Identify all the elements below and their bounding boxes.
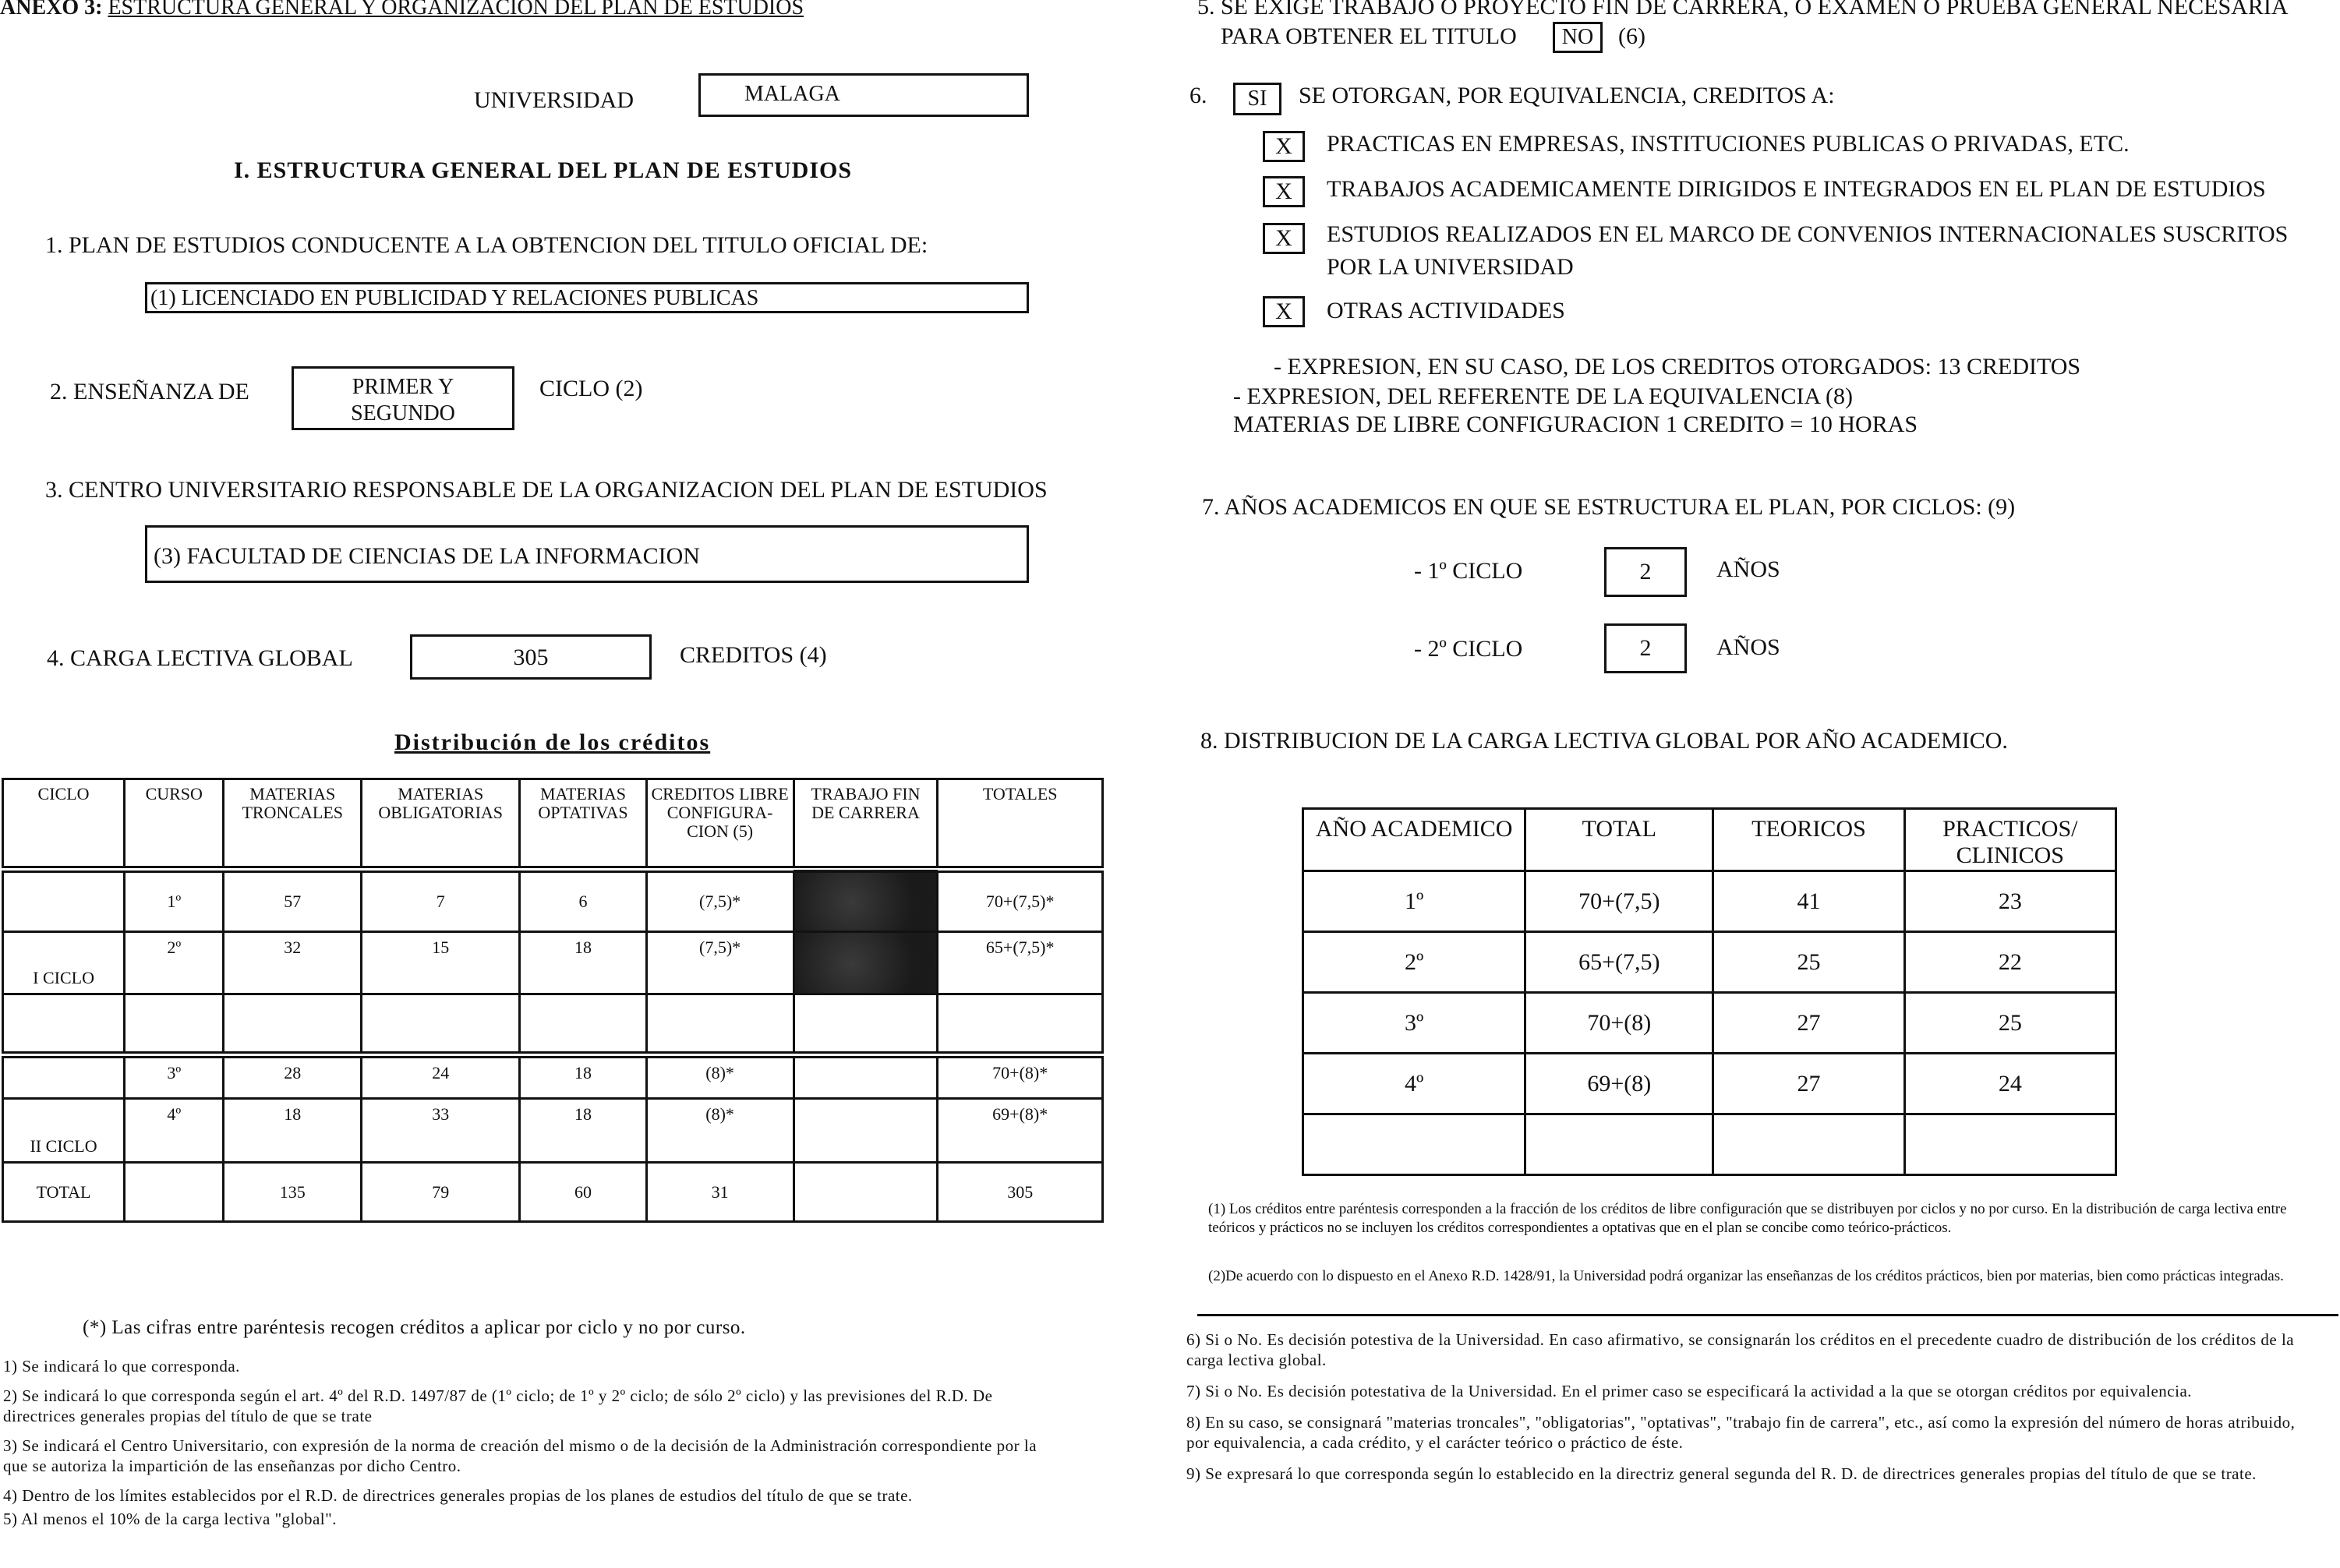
- option-practicas: PRACTICAS EN EMPRESAS, INSTITUCIONES PUBLICAS O PRIVADAS, ETC.: [1327, 131, 2130, 157]
- table-row: [3, 870, 1103, 932]
- distribution-title: Distribución de los créditos: [394, 729, 711, 755]
- table-cell: (8)*: [646, 1055, 794, 1099]
- ciclo1-value: 2: [1639, 559, 1652, 584]
- table-cell: 18: [520, 1055, 646, 1099]
- footnote: 3) Se indicará el Centro Universitario, con expresión de la norma de creación del mismo o de la decisión de la Administración correspondiente por la que se autoriza la impartición de las enseñanzas por dicho Centro.: [3, 1436, 1037, 1475]
- table-cell: [646, 994, 794, 1055]
- libre-configuracion: MATERIAS DE LIBRE CONFIGURACION 1 CREDITO = 10 HORAS: [1233, 411, 1918, 437]
- titulo-box: [145, 282, 1029, 313]
- referente-equivalencia: - EXPRESION, DEL REFERENTE DE LA EQUIVALENCIA (8): [1233, 383, 1853, 409]
- table-row: [1303, 1054, 2116, 1114]
- table-row: [1303, 993, 2116, 1054]
- table-cell: 27: [1713, 1054, 1904, 1114]
- table-cell: 70+(8): [1525, 993, 1713, 1054]
- shaded-cell: [794, 932, 938, 994]
- item7-label: 7. AÑOS ACADEMICOS EN QUE SE ESTRUCTURA EL PLAN, POR CICLOS: (9): [1202, 494, 2016, 520]
- footnote: 2) Se indicará lo que corresponda según el art. 4º del R.D. 1497/87 de (1º ciclo; de 1º y 2º ciclo; de sólo 2º ciclo) y las previsiones del R.D. De directrices generales propias del título de que se trate: [3, 1386, 993, 1425]
- item5-value: NO: [1561, 25, 1594, 49]
- table-cell: [1713, 1114, 1904, 1175]
- option-estudios: ESTUDIOS REALIZADOS EN EL MARCO DE CONVENIOS INTERNACIONALES SUSCRITOS: [1327, 221, 2289, 247]
- option-estudios-line2: POR LA UNIVERSIDAD: [1327, 254, 1574, 280]
- item5-box: [1553, 22, 1603, 53]
- table-cell: 24: [362, 1055, 520, 1099]
- footnote: 5) Al menos el 10% de la carga lectiva "global".: [3, 1510, 337, 1528]
- check-mark: X: [1275, 225, 1292, 251]
- anio-header-total: TOTAL: [1525, 809, 1713, 871]
- table-row: [1303, 1114, 2116, 1175]
- item1-label: 1. PLAN DE ESTUDIOS CONDUCENTE A LA OBTENCION DEL TITULO OFICIAL DE:: [45, 232, 928, 258]
- item8-label: 8. DISTRIBUCION DE LA CARGA LECTIVA GLOBAL POR AÑO ACADEMICO.: [1200, 728, 2008, 754]
- table-row: [3, 1163, 1103, 1222]
- dist-header-row: [3, 779, 1103, 870]
- table-cell: 65+(7,5)*: [938, 932, 1103, 994]
- footnote: 8) En su caso, se consignará "materias troncales", "obligatorias", "optativas", "trabajo fin de carrera", etc., así como la expresión del número de horas atribuido, por equivalencia, a cada crédito, y el carácter teórico o práctico de éste.: [1186, 1413, 2296, 1452]
- table-cell: 57: [224, 870, 362, 932]
- dist-header-totales: TOTALES: [938, 779, 1103, 870]
- table-cell: [794, 1055, 938, 1099]
- annex-header: [0, 0, 804, 20]
- divider: [1197, 1314, 2338, 1316]
- ciclo2-value: 2: [1639, 635, 1652, 661]
- table-cell: [125, 994, 224, 1055]
- table-cell: [794, 1163, 938, 1222]
- table-cell: 70+(7,5)*: [938, 870, 1103, 932]
- table-cell: 60: [520, 1163, 646, 1222]
- table-cell: 1º: [125, 870, 224, 932]
- item2-suffix: CICLO (2): [539, 376, 643, 401]
- table-cell: 7: [362, 870, 520, 932]
- table-cell: II CICLO: [3, 1099, 125, 1163]
- table-cell: 70+(7,5): [1525, 871, 1713, 932]
- table-cell: 4º: [125, 1099, 224, 1163]
- table-cell: 69+(8): [1525, 1054, 1713, 1114]
- universidad-value: MALAGA: [744, 82, 840, 106]
- note-1: (1) Los créditos entre paréntesis corresponden a la fracción de los créditos de libre configuración que se distribuyen por ciclos y no por curso. En la distribución de carga lectiva entre teóricos y prácticos no se incluyen los créditos correspondientes a optativas que en el plan se concibe como teórico-prácticos.: [1208, 1201, 2287, 1236]
- table-cell: 79: [362, 1163, 520, 1222]
- anio-table: [1302, 807, 2117, 1176]
- table-cell: [938, 994, 1103, 1055]
- table-cell: [794, 994, 938, 1055]
- table-cell: (7,5)*: [646, 932, 794, 994]
- dist-header-libre: CREDITOS LIBRE CONFIGURA-CION (5): [646, 779, 794, 870]
- item5-suffix: (6): [1618, 23, 1645, 49]
- carga-box: [410, 634, 652, 680]
- dist-header-trabajo: TRABAJO FIN DE CARRERA: [794, 779, 938, 870]
- left-footnotes: [3, 1356, 1040, 1529]
- table-cell: 32: [224, 932, 362, 994]
- centro-box: [145, 525, 1029, 583]
- ensenanza-line1: PRIMER Y: [352, 375, 454, 399]
- footnote: 1) Se indicará lo que corresponda.: [3, 1357, 240, 1376]
- check-mark: X: [1275, 133, 1292, 159]
- table-cell: (7,5)*: [646, 870, 794, 932]
- table-cell: 27: [1713, 993, 1904, 1054]
- footnote: 7) Si o No. Es decisión potestativa de la Universidad. En el primer caso se especificará la actividad a la que se otorgan créditos por equivalencia.: [1186, 1382, 2193, 1400]
- table-cell: [794, 1099, 938, 1163]
- option-otras: OTRAS ACTIVIDADES: [1327, 298, 1565, 323]
- footnote: 6) Si o No. Es decisión potestiva de la Universidad. En caso afirmativo, se consignarán los créditos en el precedente cuadro de distribución de los créditos de la carga lectiva global.: [1186, 1330, 2295, 1369]
- table-cell: 18: [520, 932, 646, 994]
- table-cell: 18: [520, 1099, 646, 1163]
- table-cell: [362, 994, 520, 1055]
- table-cell: [224, 994, 362, 1055]
- checkbox-practicas: [1263, 131, 1305, 162]
- dist-header-ciclo: CICLO: [3, 779, 125, 870]
- table-cell: 15: [362, 932, 520, 994]
- footnote: 4) Dentro de los límites establecidos por el R.D. de directrices generales propias de los planes de estudios del título de que se trate.: [3, 1486, 913, 1505]
- table-row: [3, 932, 1103, 994]
- table-cell: [3, 1055, 125, 1099]
- item4-suffix: CREDITOS (4): [680, 642, 827, 668]
- table-cell: 25: [1904, 993, 2116, 1054]
- item3-label: 3. CENTRO UNIVERSITARIO RESPONSABLE DE LA ORGANIZACION DEL PLAN DE ESTUDIOS: [45, 477, 1048, 503]
- table-cell: [1904, 1114, 2116, 1175]
- ciclo1-label: - 1º CICLO: [1414, 558, 1523, 584]
- table-cell: 1º: [1303, 871, 1525, 932]
- dist-header-troncales: MATERIAS TRONCALES: [224, 779, 362, 870]
- table-cell: 4º: [1303, 1054, 1525, 1114]
- table-cell: [3, 870, 125, 932]
- table-cell: 3º: [125, 1055, 224, 1099]
- table-cell: 22: [1904, 932, 2116, 993]
- table-cell: 65+(7,5): [1525, 932, 1713, 993]
- section-title: I. ESTRUCTURA GENERAL DEL PLAN DE ESTUDIOS: [234, 157, 853, 183]
- table-cell: 70+(8)*: [938, 1055, 1103, 1099]
- shaded-cell: [794, 870, 938, 932]
- table-cell: 69+(8)*: [938, 1099, 1103, 1163]
- centro-value: (3) FACULTAD DE CIENCIAS DE LA INFORMACION: [154, 543, 700, 569]
- item6-label: SE OTORGAN, POR EQUIVALENCIA, CREDITOS A:: [1299, 83, 1835, 108]
- anio-header-practicos: PRACTICOS/ CLINICOS: [1904, 809, 2116, 871]
- ciclo2-unit: AÑOS: [1716, 634, 1780, 660]
- table-cell: 305: [938, 1163, 1103, 1222]
- table-cell: [1525, 1114, 1713, 1175]
- table-cell: [520, 994, 646, 1055]
- annex-label: ANEXO 3:: [0, 0, 103, 19]
- table-cell: 3º: [1303, 993, 1525, 1054]
- table-row: [3, 1099, 1103, 1163]
- item4-label: 4. CARGA LECTIVA GLOBAL: [47, 645, 353, 671]
- table-cell: 135: [224, 1163, 362, 1222]
- table-cell: TOTAL: [3, 1163, 125, 1222]
- table-cell: 6: [520, 870, 646, 932]
- anio-header-teoricos: TEORICOS: [1713, 809, 1904, 871]
- note-2: (2)De acuerdo con lo dispuesto en el Anexo R.D. 1428/91, la Universidad podrá organizar las enseñanzas de los créditos prácticos, bien por materias, bien como prácticas integradas.: [1208, 1268, 2284, 1284]
- item6-box: [1233, 83, 1281, 115]
- checkbox-estudios: [1263, 223, 1305, 254]
- distribution-table: [2, 778, 1104, 1223]
- anio-header-row: [1303, 809, 2116, 871]
- check-mark: X: [1275, 178, 1292, 204]
- ciclo1-unit: AÑOS: [1716, 556, 1780, 582]
- dist-header-curso: CURSO: [125, 779, 224, 870]
- table-cell: I CICLO: [3, 932, 125, 994]
- right-footnotes: [1186, 1330, 2309, 1484]
- check-mark: X: [1275, 298, 1292, 324]
- checkbox-otras: [1263, 296, 1305, 327]
- item5-line1: 5. SE EXIGE TRABAJO O PROYECTO FIN DE CARRERA, O EXAMEN O PRUEBA GENERAL NECESARIA: [1197, 0, 2289, 19]
- ciclo2-label: - 2º CICLO: [1414, 636, 1523, 662]
- table-cell: 23: [1904, 871, 2116, 932]
- dist-header-obligatorias: MATERIAS OBLIGATORIAS: [362, 779, 520, 870]
- anio-header-ano: AÑO ACADEMICO: [1303, 809, 1525, 871]
- table-cell: 2º: [125, 932, 224, 994]
- creditos-otorgados: - EXPRESION, EN SU CASO, DE LOS CREDITOS OTORGADOS: 13 CREDITOS: [1274, 354, 2081, 380]
- annex-title: ESTRUCTURA GENERAL Y ORGANIZACION DEL PLAN DE ESTUDIOS: [108, 0, 804, 19]
- dist-header-optativas: MATERIAS OPTATIVAS: [520, 779, 646, 870]
- table-cell: [3, 994, 125, 1055]
- table-cell: 31: [646, 1163, 794, 1222]
- distribution-note: (*) Las cifras entre paréntesis recogen créditos a aplicar por ciclo y no por curso.: [83, 1317, 746, 1338]
- ensenanza-box: [292, 366, 514, 430]
- footnote: 9) Se expresará lo que corresponda según lo establecido en la directriz general segunda del R. D. de directrices generales propias del título de que se trate.: [1186, 1464, 2257, 1483]
- table-row: [1303, 932, 2116, 993]
- universidad-box: [698, 73, 1029, 117]
- table-cell: 41: [1713, 871, 1904, 932]
- table-cell: 18: [224, 1099, 362, 1163]
- table-row: [1303, 871, 2116, 932]
- ciclo1-box: [1604, 547, 1687, 597]
- table-cell: [125, 1163, 224, 1222]
- table-row: [3, 1055, 1103, 1099]
- item6-number: 6.: [1189, 83, 1207, 108]
- table-cell: [1303, 1114, 1525, 1175]
- item5-line2: PARA OBTENER EL TITULO: [1221, 23, 1517, 49]
- table-cell: 25: [1713, 932, 1904, 993]
- table-cell: 2º: [1303, 932, 1525, 993]
- item6-value: SI: [1247, 87, 1267, 111]
- checkbox-trabajos: [1263, 176, 1305, 207]
- universidad-label: UNIVERSIDAD: [474, 87, 634, 113]
- ciclo2-box: [1604, 623, 1687, 673]
- table-cell: 24: [1904, 1054, 2116, 1114]
- table-row: [3, 994, 1103, 1055]
- table-cell: 33: [362, 1099, 520, 1163]
- table-cell: 28: [224, 1055, 362, 1099]
- carga-value: 305: [513, 645, 549, 670]
- table-cell: (8)*: [646, 1099, 794, 1163]
- ensenanza-line2: SEGUNDO: [351, 401, 455, 426]
- item2-label: 2. ENSEÑANZA DE: [50, 379, 249, 404]
- option-trabajos: TRABAJOS ACADEMICAMENTE DIRIGIDOS E INTEGRADOS EN EL PLAN DE ESTUDIOS: [1327, 176, 2266, 202]
- titulo-value: (1) LICENCIADO EN PUBLICIDAD Y RELACIONES PUBLICAS: [150, 286, 759, 310]
